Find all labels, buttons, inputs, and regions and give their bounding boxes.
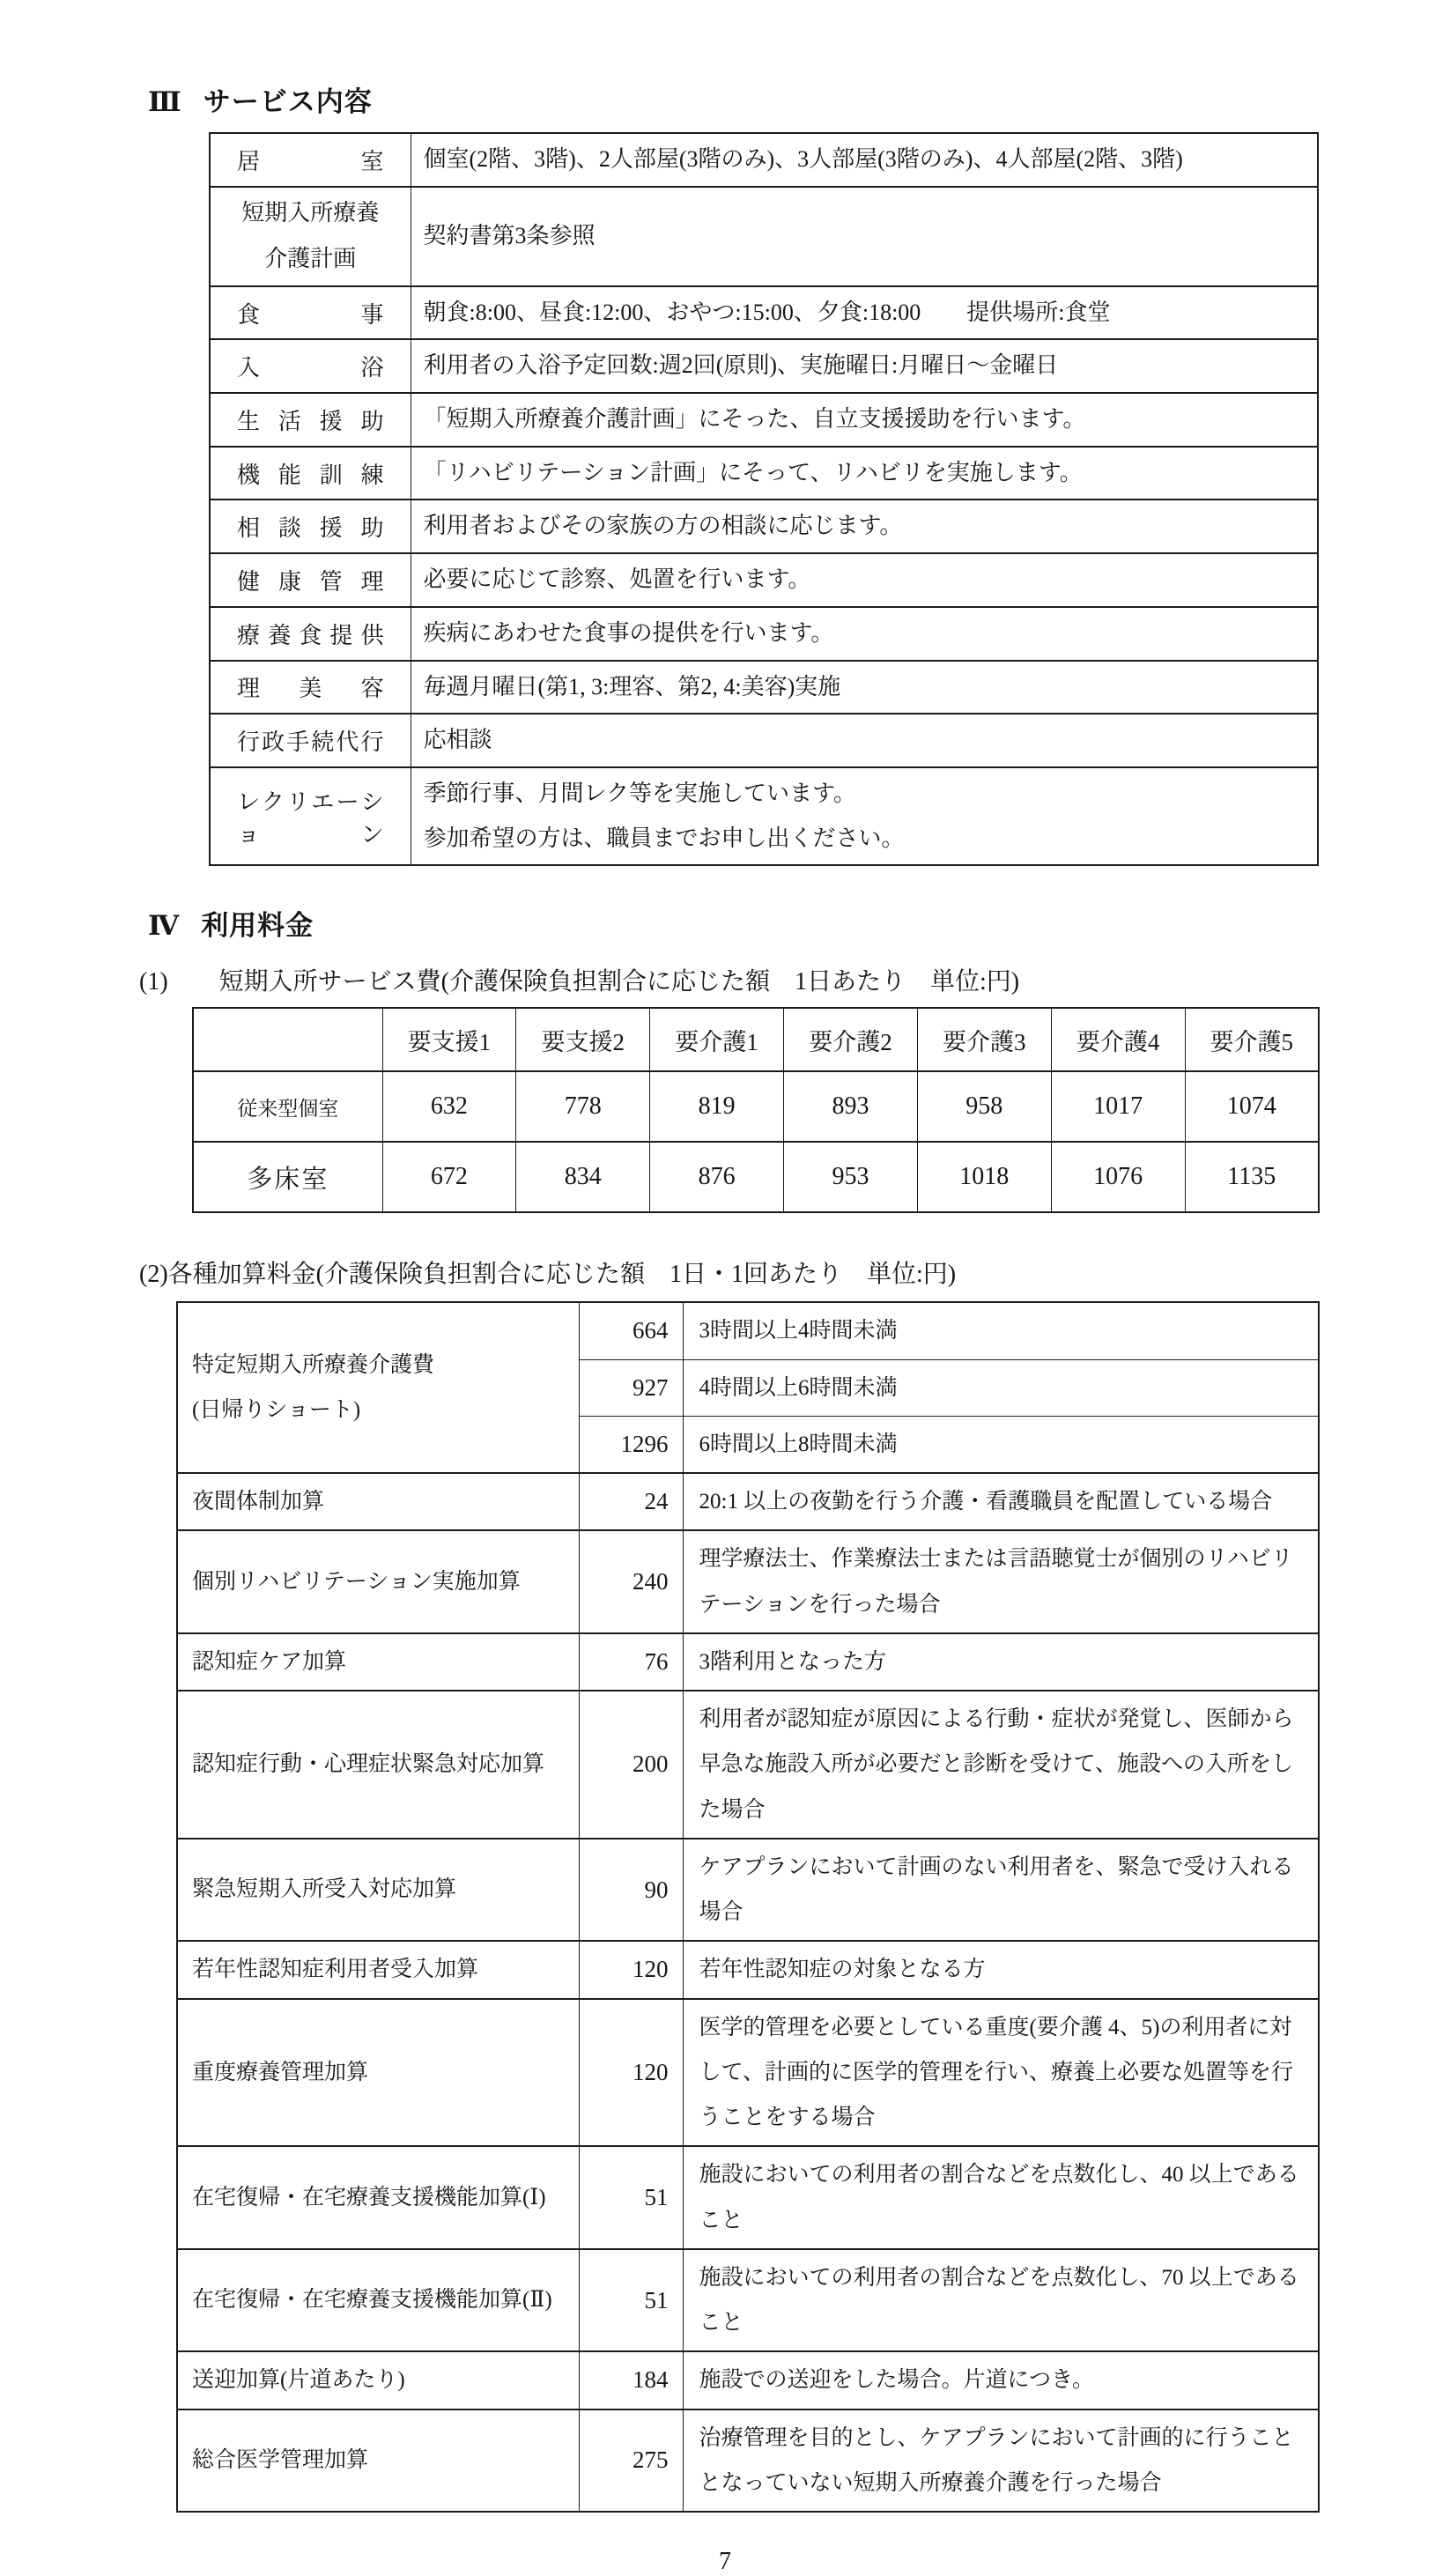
table-row — [210, 286, 1318, 340]
table-row — [210, 767, 1318, 865]
addon-value: 120 — [579, 1999, 683, 2147]
row-content: 利用者およびその家族の方の相談に応じます。 — [411, 500, 1318, 553]
addon-name-line2: (日帰りショート) — [192, 1398, 361, 1423]
table-row — [210, 607, 1318, 661]
fee-value: 1076 — [1051, 1142, 1185, 1212]
fee-value: 953 — [784, 1142, 918, 1212]
section4-title-text: 利用料金 — [201, 910, 314, 942]
addon-name: 認知症行動・心理症状緊急対応加算 — [177, 1691, 579, 1839]
addon-value: 90 — [579, 1839, 683, 1942]
short-stay-fee-table — [192, 1007, 1320, 1213]
addon-value: 1296 — [579, 1416, 683, 1473]
service-content-table — [209, 132, 1319, 866]
addon-name: 在宅復帰・在宅療養支援機能加算(Ⅱ) — [177, 2249, 579, 2352]
row-label: 居室 — [210, 133, 411, 187]
addon-value: 184 — [579, 2351, 683, 2409]
document-page — [0, 85, 1450, 2575]
subsection1-label: (1) — [139, 968, 168, 996]
table-row — [177, 1302, 1319, 1359]
header-cell: 要介護3 — [917, 1008, 1051, 1071]
table-row — [177, 1839, 1319, 1942]
addon-desc: 施設においての利用者の割合などを点数化し、70 以上であること — [683, 2249, 1319, 2352]
fee-value: 819 — [650, 1071, 784, 1142]
fee-value: 632 — [382, 1071, 516, 1142]
addon-desc: 利用者が認知症が原因による行動・症状が発覚し、医師から早急な施設入所が必要だと診断を受けて、施設への入所をした場合 — [683, 1691, 1319, 1839]
table-row — [210, 133, 1318, 187]
addon-value: 51 — [579, 2146, 683, 2249]
subsection1-title: 短期入所サービス費(介護保険負担割合に応じた額 1日あたり 単位:円) — [218, 968, 1020, 996]
addon-desc: 医学的管理を必要としている重度(要介護 4、5)の利用者に対して、計画的に医学的管理を行い、療養上必要な処置等を行うことをする場合 — [683, 1999, 1319, 2147]
addon-desc: 3階利用となった方 — [683, 1633, 1319, 1691]
addon-desc: 施設での送迎をした場合。片道につき。 — [683, 2351, 1319, 2409]
header-cell: 要支援1 — [382, 1008, 516, 1071]
row-content-line2: 参加希望の方は、職員までお申し出ください。 — [423, 825, 905, 851]
addon-name-line1: 特定短期入所療養介護費 — [192, 1352, 435, 1377]
header-cell: 要介護5 — [1185, 1008, 1319, 1071]
addon-value: 200 — [579, 1691, 683, 1839]
addon-value: 275 — [579, 2409, 683, 2513]
row-content: 利用者の入浴予定回数:週2回(原則)、実施曜日:月曜日〜金曜日 — [411, 339, 1318, 393]
fee-value: 778 — [516, 1071, 650, 1142]
addon-fee-table — [176, 1301, 1320, 2513]
addon-desc: ケアプランにおいて計画のない利用者を、緊急で受け入れる場合 — [683, 1839, 1319, 1942]
table-row — [177, 2249, 1319, 2352]
table-row — [210, 447, 1318, 500]
row-content: 契約書第3条参照 — [411, 187, 1318, 286]
table-row — [177, 1941, 1319, 1998]
fee-value: 893 — [784, 1071, 918, 1142]
addon-value: 51 — [579, 2249, 683, 2352]
addon-name: 認知症ケア加算 — [177, 1633, 579, 1691]
fee-value: 876 — [650, 1142, 784, 1212]
row-content: 必要に応じて診察、処置を行います。 — [411, 553, 1318, 607]
subsection2-heading — [139, 1259, 1450, 1291]
table-row — [193, 1142, 1319, 1212]
header-cell: 要介護2 — [784, 1008, 918, 1071]
addon-name: 緊急短期入所受入対応加算 — [177, 1839, 579, 1942]
header-cell-empty — [193, 1008, 382, 1071]
row-content — [411, 767, 1318, 865]
row-label: 行政手続代行 — [210, 714, 411, 767]
table-row — [210, 500, 1318, 553]
row-content: 応相談 — [411, 714, 1318, 767]
room-type-label: 多床室 — [193, 1142, 382, 1212]
row-content: 朝食:8:00、昼食:12:00、おやつ:15:00、夕食:18:00 提供場所:食堂 — [411, 286, 1318, 340]
row-label: 機能訓練 — [210, 447, 411, 500]
addon-name — [177, 1302, 579, 1473]
row-content: 毎週月曜日(第1, 3:理容、第2, 4:美容)実施 — [411, 661, 1318, 714]
addon-desc: 治療管理を目的とし、ケアプランにおいて計画的に行うこととなっていない短期入所療養介護を行った場合 — [683, 2409, 1319, 2513]
row-label: 療養食提供 — [210, 607, 411, 661]
table-row — [210, 714, 1318, 767]
row-label: 食事 — [210, 286, 411, 340]
fee-value: 834 — [516, 1142, 650, 1212]
subsection2-label: (2) — [139, 1261, 168, 1289]
addon-value: 24 — [579, 1473, 683, 1530]
row-label: 相談援助 — [210, 500, 411, 553]
section3-numeral: Ⅲ — [148, 86, 182, 117]
table-row — [210, 393, 1318, 447]
addon-name: 総合医学管理加算 — [177, 2409, 579, 2513]
header-cell: 要支援2 — [516, 1008, 650, 1071]
fee-value: 672 — [382, 1142, 516, 1212]
addon-desc: 理学療法士、作業療法士または言語聴覚士が個別のリハビリテーションを行った場合 — [683, 1530, 1319, 1633]
subsection2-title: 各種加算料金(介護保険負担割合に応じた額 1日・1回あたり 単位:円) — [167, 1261, 957, 1289]
table-row — [210, 187, 1318, 286]
addon-name: 夜間体制加算 — [177, 1473, 579, 1530]
addon-value: 927 — [579, 1359, 683, 1416]
page-number: 7 — [719, 2548, 731, 2575]
row-label-line1: 短期入所療養 — [241, 200, 380, 226]
addon-name: 若年性認知症利用者受入加算 — [177, 1941, 579, 1998]
row-label: 理美容 — [210, 661, 411, 714]
section3-title-text: サービス内容 — [203, 86, 373, 117]
row-label: 生活援助 — [210, 393, 411, 447]
row-label-line2: 介護計画 — [264, 246, 357, 272]
addon-desc: 20:1 以上の夜勤を行う介護・看護職員を配置している場合 — [683, 1473, 1319, 1530]
table-row — [177, 1473, 1319, 1530]
header-row — [193, 1008, 1319, 1071]
fee-value: 1135 — [1185, 1142, 1319, 1212]
header-cell: 要介護4 — [1051, 1008, 1185, 1071]
row-content: 個室(2階、3階)、2人部屋(3階のみ)、3人部屋(3階のみ)、4人部屋(2階、3階) — [411, 133, 1318, 187]
table-row — [210, 553, 1318, 607]
addon-name: 個別リハビリテーション実施加算 — [177, 1530, 579, 1633]
table-row — [193, 1071, 1319, 1142]
section4-numeral: Ⅳ — [148, 910, 181, 942]
addon-value: 76 — [579, 1633, 683, 1691]
fee-value: 1074 — [1185, 1071, 1319, 1142]
table-row — [177, 2351, 1319, 2409]
row-label: 入浴 — [210, 339, 411, 393]
addon-name: 重度療養管理加算 — [177, 1999, 579, 2147]
addon-desc: 3時間以上4時間未満 — [683, 1302, 1319, 1359]
table-row — [177, 2146, 1319, 2249]
addon-value: 240 — [579, 1530, 683, 1633]
row-label: 健康管理 — [210, 553, 411, 607]
addon-name: 送迎加算(片道あたり) — [177, 2351, 579, 2409]
room-type-label: 従来型個室 — [193, 1071, 382, 1142]
addon-desc: 若年性認知症の対象となる方 — [683, 1941, 1319, 1998]
row-content: 疾病にあわせた食事の提供を行います。 — [411, 607, 1318, 661]
addon-desc: 施設においての利用者の割合などを点数化し、40 以上であること — [683, 2146, 1319, 2249]
row-content: 「リハビリテーション計画」にそって、リハビリを実施します。 — [411, 447, 1318, 500]
section4-heading — [148, 908, 1450, 944]
table-row — [177, 1633, 1319, 1691]
addon-name: 在宅復帰・在宅療養支援機能加算(Ⅰ) — [177, 2146, 579, 2249]
table-row — [210, 339, 1318, 393]
subsection1-heading — [139, 966, 1450, 998]
table-row — [177, 1691, 1319, 1839]
table-row — [177, 1530, 1319, 1633]
fee-value: 958 — [917, 1071, 1051, 1142]
row-content: 「短期入所療養介護計画」にそった、自立支援援助を行います。 — [411, 393, 1318, 447]
addon-desc: 6時間以上8時間未満 — [683, 1416, 1319, 1473]
fee-value: 1018 — [917, 1142, 1051, 1212]
table-row — [177, 1999, 1319, 2147]
row-label: レクリエーション — [210, 767, 411, 865]
row-label — [210, 187, 411, 286]
addon-value: 664 — [579, 1302, 683, 1359]
section3-heading — [148, 85, 1450, 120]
addon-value: 120 — [579, 1941, 683, 1998]
row-content-line1: 季節行事、月間レク等を実施しています。 — [423, 780, 856, 806]
addon-desc: 4時間以上6時間未満 — [683, 1359, 1319, 1416]
table-row — [177, 2409, 1319, 2513]
table-row — [210, 661, 1318, 714]
header-cell: 要介護1 — [650, 1008, 784, 1071]
fee-value: 1017 — [1051, 1071, 1185, 1142]
